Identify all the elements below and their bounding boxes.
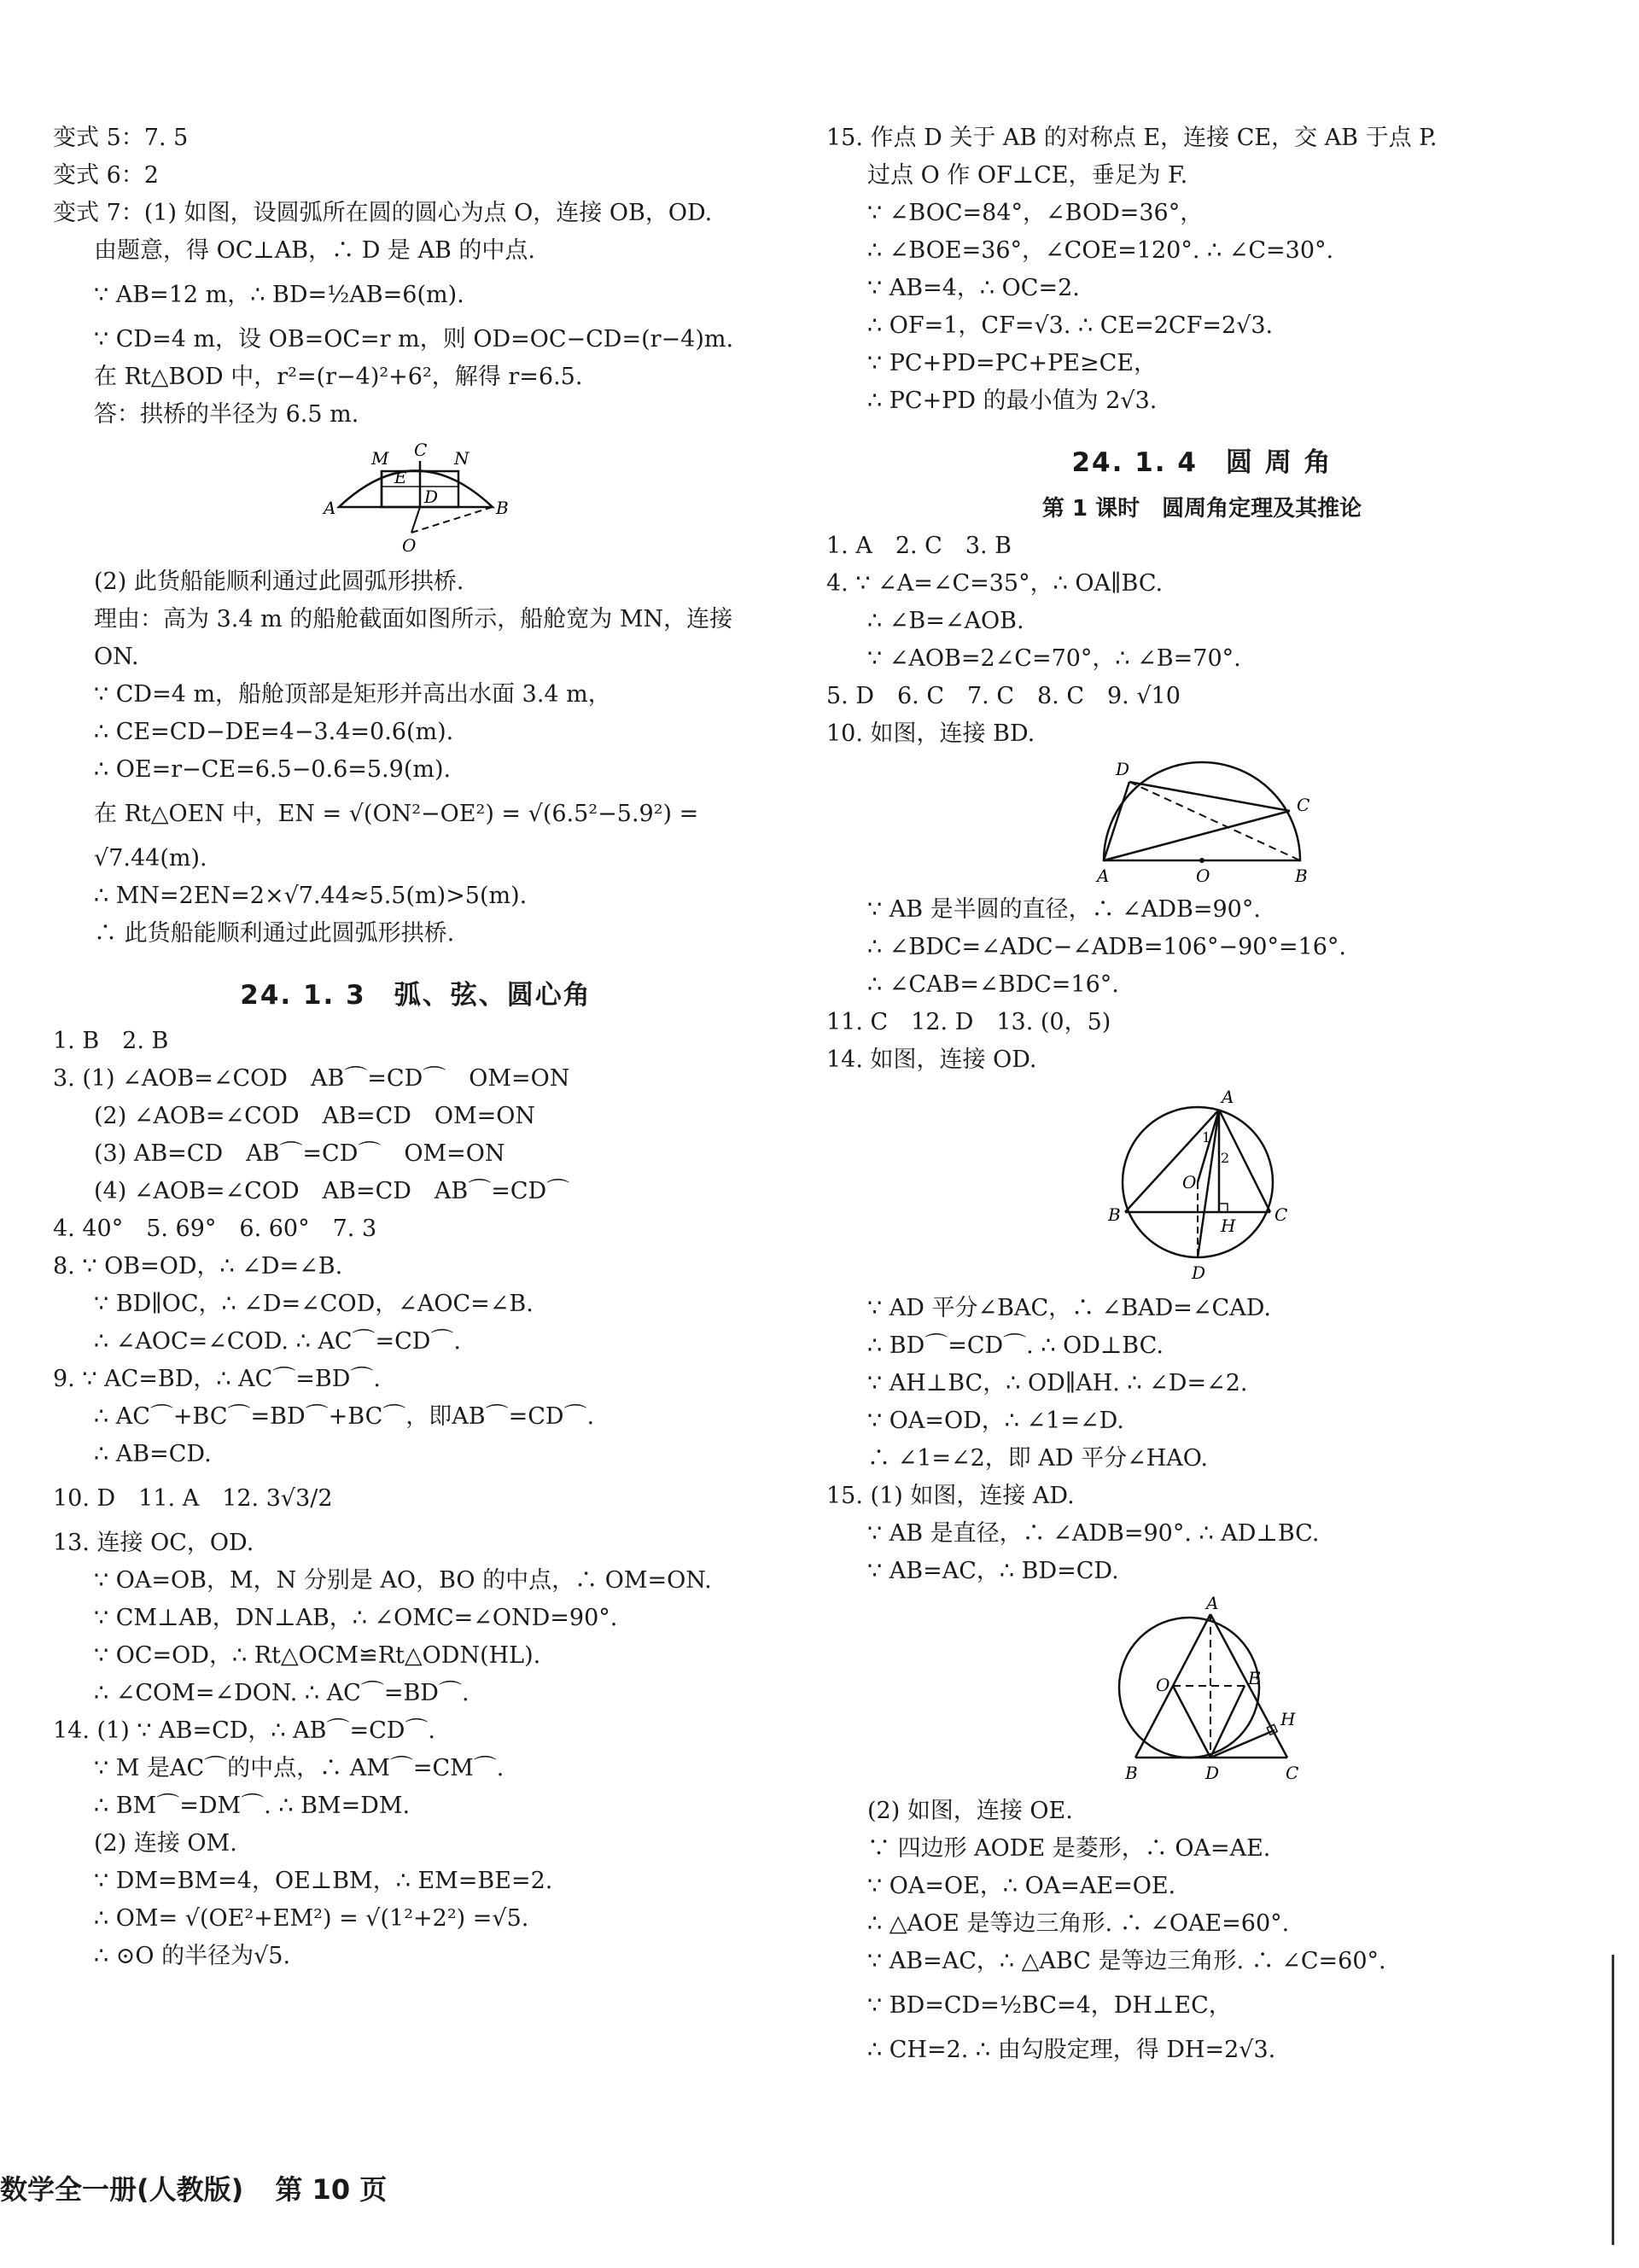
answer-line: ∴ ⊙O 的半径为√5. [94, 1943, 291, 1969]
semicircle-label: A [1097, 866, 1110, 886]
variant-7-line: 由题意，得 OC⊥AB，∴ D 是 AB 的中点. [94, 237, 536, 264]
answer-line: ∴ BD⌒=CD⌒. ∴ OD⊥BC. [867, 1332, 1164, 1359]
variant-7-part2: ON. [94, 644, 139, 670]
circle14-label: 2 [1221, 1150, 1230, 1166]
answer-line: ∴ OF=1，CF=√3. ∴ CE=2CF=2√3. [867, 312, 1274, 339]
variant-6: 变式 6：2 [53, 162, 159, 189]
answer-line: 10. D 11. A 12. 3√3/2 [53, 1485, 333, 1512]
answer-line: ∵ AB 是半圆的直径，∴ ∠ADB=90°. [867, 896, 1261, 923]
answer-line: ∵ BD=CD=½BC=4，DH⊥EC， [867, 1992, 1232, 2019]
variant-7-part2: 理由：高为 3.4 m 的船舱截面如图所示，船舱宽为 MN，连接 [94, 606, 733, 633]
variant-5: 变式 5：7. 5 [53, 125, 189, 151]
bridge-label: B [496, 498, 509, 518]
answer-line: ∵ AB=AC，∴ BD=CD. [867, 1558, 1119, 1584]
bridge-label: E [394, 467, 407, 487]
section-heading-24-1-3: 24. 1. 3 弧、弦、圆心角 [240, 980, 592, 1011]
answer-line: ∴ BM⌒=DM⌒. ∴ BM=DM. [94, 1793, 411, 1819]
bridge-label: N [454, 448, 470, 469]
answer-line: 4. 40° 5. 69° 6. 60° 7. 3 [53, 1216, 377, 1242]
variant-7-part2: ∴ CE=CD−DE=4−3.4=0.6(m). [94, 719, 454, 745]
page-edge-shadow [1612, 1955, 1614, 2245]
answer-line: 15. 作点 D 关于 AB 的对称点 E，连接 CE，交 AB 于点 P. [826, 125, 1438, 151]
variant-7-part2: ∴ MN=2EN=2×√7.44≈5.5(m)>5(m). [94, 883, 528, 909]
circle-figure-14 [1099, 1084, 1304, 1285]
answer-line: 5. D 6. C 7. C 8. C 9. √10 [826, 683, 1181, 709]
answer-line: 3. (1) ∠AOB=∠COD AB⌒=CD⌒ OM=ON [53, 1065, 570, 1092]
answer-line: ∵ OA=OE，∴ OA=AE=OE. [867, 1873, 1176, 1899]
answer-line: ∵ AH⊥BC，∴ OD∥AH. ∴ ∠D=∠2. [867, 1370, 1248, 1396]
answer-line: ∵ BD∥OC，∴ ∠D=∠COD，∠AOC=∠B. [94, 1291, 534, 1317]
left-column [53, 120, 779, 1975]
answer-line: 4. ∵ ∠A=∠C=35°，∴ OA∥BC. [826, 570, 1164, 597]
semicircle-label: B [1295, 866, 1308, 886]
answer-line: (4) ∠AOB=∠COD AB=CD AB⌒=CD⌒ [94, 1178, 570, 1204]
circle15-label: H [1280, 1709, 1296, 1729]
semicircle-figure [1078, 758, 1326, 886]
answer-line: (3) AB=CD AB⌒=CD⌒ OM=ON [94, 1140, 505, 1167]
answer-line: ∴ ∠BOE=36°，∠COE=120°. ∴ ∠C=30°. [867, 237, 1334, 264]
circle14-label: H [1221, 1216, 1236, 1236]
book-title: 数学全一册(人教版) [0, 2173, 244, 2206]
answer-line: ∴ OM= √(OE²+EM²) = √(1²+2²) =√5. [94, 1905, 529, 1932]
circle15-label: D [1205, 1763, 1220, 1783]
variant-7-part2: (2) 此货船能顺利通过此圆弧形拱桥. [94, 568, 464, 595]
bridge-label: D [424, 487, 439, 507]
semicircle-label: O [1196, 866, 1210, 886]
answer-line: 11. C 12. D 13. (0，5) [826, 1009, 1111, 1035]
answer-line: ∵ CM⊥AB，DN⊥AB，∴ ∠OMC=∠OND=90°. [94, 1605, 618, 1631]
bridge-label: O [402, 535, 417, 556]
bridge-label: M [371, 448, 389, 469]
answer-line: ∵ AD 平分∠BAC，∴ ∠BAD=∠CAD. [867, 1295, 1271, 1321]
answer-line: 1. B 2. B [53, 1028, 169, 1054]
answer-line: ∴ PC+PD 的最小值为 2√3. [867, 388, 1158, 414]
answer-line: 9. ∵ AC=BD，∴ AC⌒=BD⌒. [53, 1366, 381, 1392]
answer-line: 8. ∵ OB=OD，∴ ∠D=∠B. [53, 1253, 343, 1280]
answer-line: 10. 如图，连接 BD. [826, 720, 1035, 747]
variant-7-part2: 在 Rt△OEN 中，EN = √(ON²−OE²) = √(6.5²−5.9²) = [94, 801, 699, 827]
answer-line: ∵ AB=AC，∴ △ABC 是等边三角形. ∴ ∠C=60°. [867, 1948, 1386, 1974]
circle14-label: D [1192, 1262, 1206, 1283]
answer-line: (2) ∠AOB=∠COD AB=CD OM=ON [94, 1103, 536, 1129]
variant-7-line: ∵ CD=4 m，设 OB=OC=r m，则 OD=OC−CD=(r−4)m. [94, 326, 734, 353]
answer-line: ∴ ∠B=∠AOB. [867, 608, 1024, 634]
semicircle-label: D [1116, 759, 1130, 779]
answer-line: ∵ AB 是直径，∴ ∠ADB=90°. ∴ AD⊥BC. [867, 1520, 1320, 1547]
answer-line: ∵ OA=OD，∴ ∠1=∠D. [867, 1408, 1124, 1434]
answer-line: 13. 连接 OC，OD. [53, 1530, 254, 1556]
answer-line: ∵ OA=OB，M，N 分别是 AO，BO 的中点，∴ OM=ON. [94, 1567, 712, 1594]
variant-7-line: ∵ AB=12 m，∴ BD=½AB=6(m). [94, 282, 464, 308]
answer-line: ∵ OC=OD，∴ Rt△OCM≌Rt△ODN(HL). [94, 1642, 541, 1669]
lesson-subheading: 第 1 课时 圆周角定理及其推论 [1041, 496, 1362, 522]
answer-line: ∵ ∠BOC=84°，∠BOD=36°， [867, 200, 1204, 226]
variant-7-part2: ∵ CD=4 m，船舱顶部是矩形并高出水面 3.4 m， [94, 681, 611, 708]
answer-line: 14. 如图，连接 OD. [826, 1047, 1037, 1073]
answer-line: ∴ CH=2. ∴ 由勾股定理，得 DH=2√3. [867, 2037, 1276, 2063]
circle14-label: O [1182, 1172, 1197, 1192]
answer-line: ∵ ∠AOB=2∠C=70°，∴ ∠B=70°. [867, 645, 1241, 672]
bridge-label: A [324, 498, 336, 518]
answer-line: (2) 连接 OM. [94, 1830, 237, 1857]
circle15-label: B [1125, 1763, 1138, 1783]
circle15-label: A [1206, 1595, 1219, 1613]
answer-line: ∵ PC+PD=PC+PE≥CE， [867, 350, 1157, 376]
answer-line: ∵ DM=BM=4，OE⊥BM，∴ EM=BE=2. [94, 1868, 553, 1894]
circle14-label: 1 [1202, 1129, 1211, 1146]
bridge-label: C [414, 440, 428, 460]
circle14-label: A [1222, 1087, 1234, 1107]
answer-line: (2) 如图，连接 OE. [867, 1798, 1073, 1824]
right-column [826, 120, 1578, 2069]
circle-figure-15 [1091, 1595, 1313, 1787]
bridge-figure [313, 439, 518, 558]
page-footer [0, 2168, 409, 2207]
circle14-label: C [1274, 1204, 1288, 1225]
answer-line: ∴ ∠1=∠2，即 AD 平分∠HAO. [867, 1445, 1208, 1472]
answer-line: ∴ ∠BDC=∠ADC−∠ADB=106°−90°=16°. [867, 934, 1347, 960]
answer-line: ∴ AB=CD. [94, 1441, 212, 1467]
answer-line: ∴ ∠AOC=∠COD. ∴ AC⌒=CD⌒. [94, 1328, 461, 1355]
answer-line: ∴ ∠CAB=∠BDC=16°. [867, 971, 1119, 998]
variant-7-line: 答：拱桥的半径为 6.5 m. [94, 401, 359, 428]
answer-line: ∵ AB=4，∴ OC=2. [867, 275, 1080, 301]
answer-line: ∴ ∠COM=∠DON. ∴ AC⌒=BD⌒. [94, 1680, 470, 1706]
circle15-label: C [1286, 1763, 1299, 1783]
answer-line: ∵ 四边形 AODE 是菱形，∴ OA=AE. [867, 1835, 1271, 1862]
answer-line: 14. (1) ∵ AB=CD，∴ AB⌒=CD⌒. [53, 1717, 435, 1744]
answer-line: ∴ △AOE 是等边三角形. ∴ ∠OAE=60°. [867, 1910, 1290, 1937]
answer-line: 15. (1) 如图，连接 AD. [826, 1483, 1075, 1509]
section-heading-24-1-4: 24. 1. 4 圆 周 角 [1071, 447, 1333, 478]
variant-7-part2: ∴ OE=r−CE=6.5−0.6=5.9(m). [94, 756, 452, 783]
variant-7-part2: √7.44(m). [94, 845, 207, 872]
variant-7-line: 在 Rt△BOD 中，r²=(r−4)²+6²，解得 r=6.5. [94, 364, 583, 390]
semicircle-label: C [1297, 795, 1310, 815]
circle15-label: E [1248, 1668, 1261, 1688]
circle15-label: O [1156, 1675, 1170, 1695]
variant-7-part2: ∴ 此货船能顺利通过此圆弧形拱桥. [94, 920, 455, 947]
circle14-label: B [1108, 1204, 1121, 1225]
answer-line: 过点 O 作 OF⊥CE，垂足为 F. [867, 162, 1188, 189]
variant-7-line: 变式 7：(1) 如图，设圆弧所在圆的圆心为点 O，连接 OB，OD. [53, 200, 713, 226]
answer-line: ∴ AC⌒+BC⌒=BD⌒+BC⌒，即AB⌒=CD⌒. [94, 1403, 595, 1430]
answer-line: ∵ M 是AC⌒的中点，∴ AM⌒=CM⌒. [94, 1755, 505, 1781]
page-number: 第 10 页 [275, 2173, 388, 2206]
answer-line: 1. A 2. C 3. B [826, 533, 1012, 559]
